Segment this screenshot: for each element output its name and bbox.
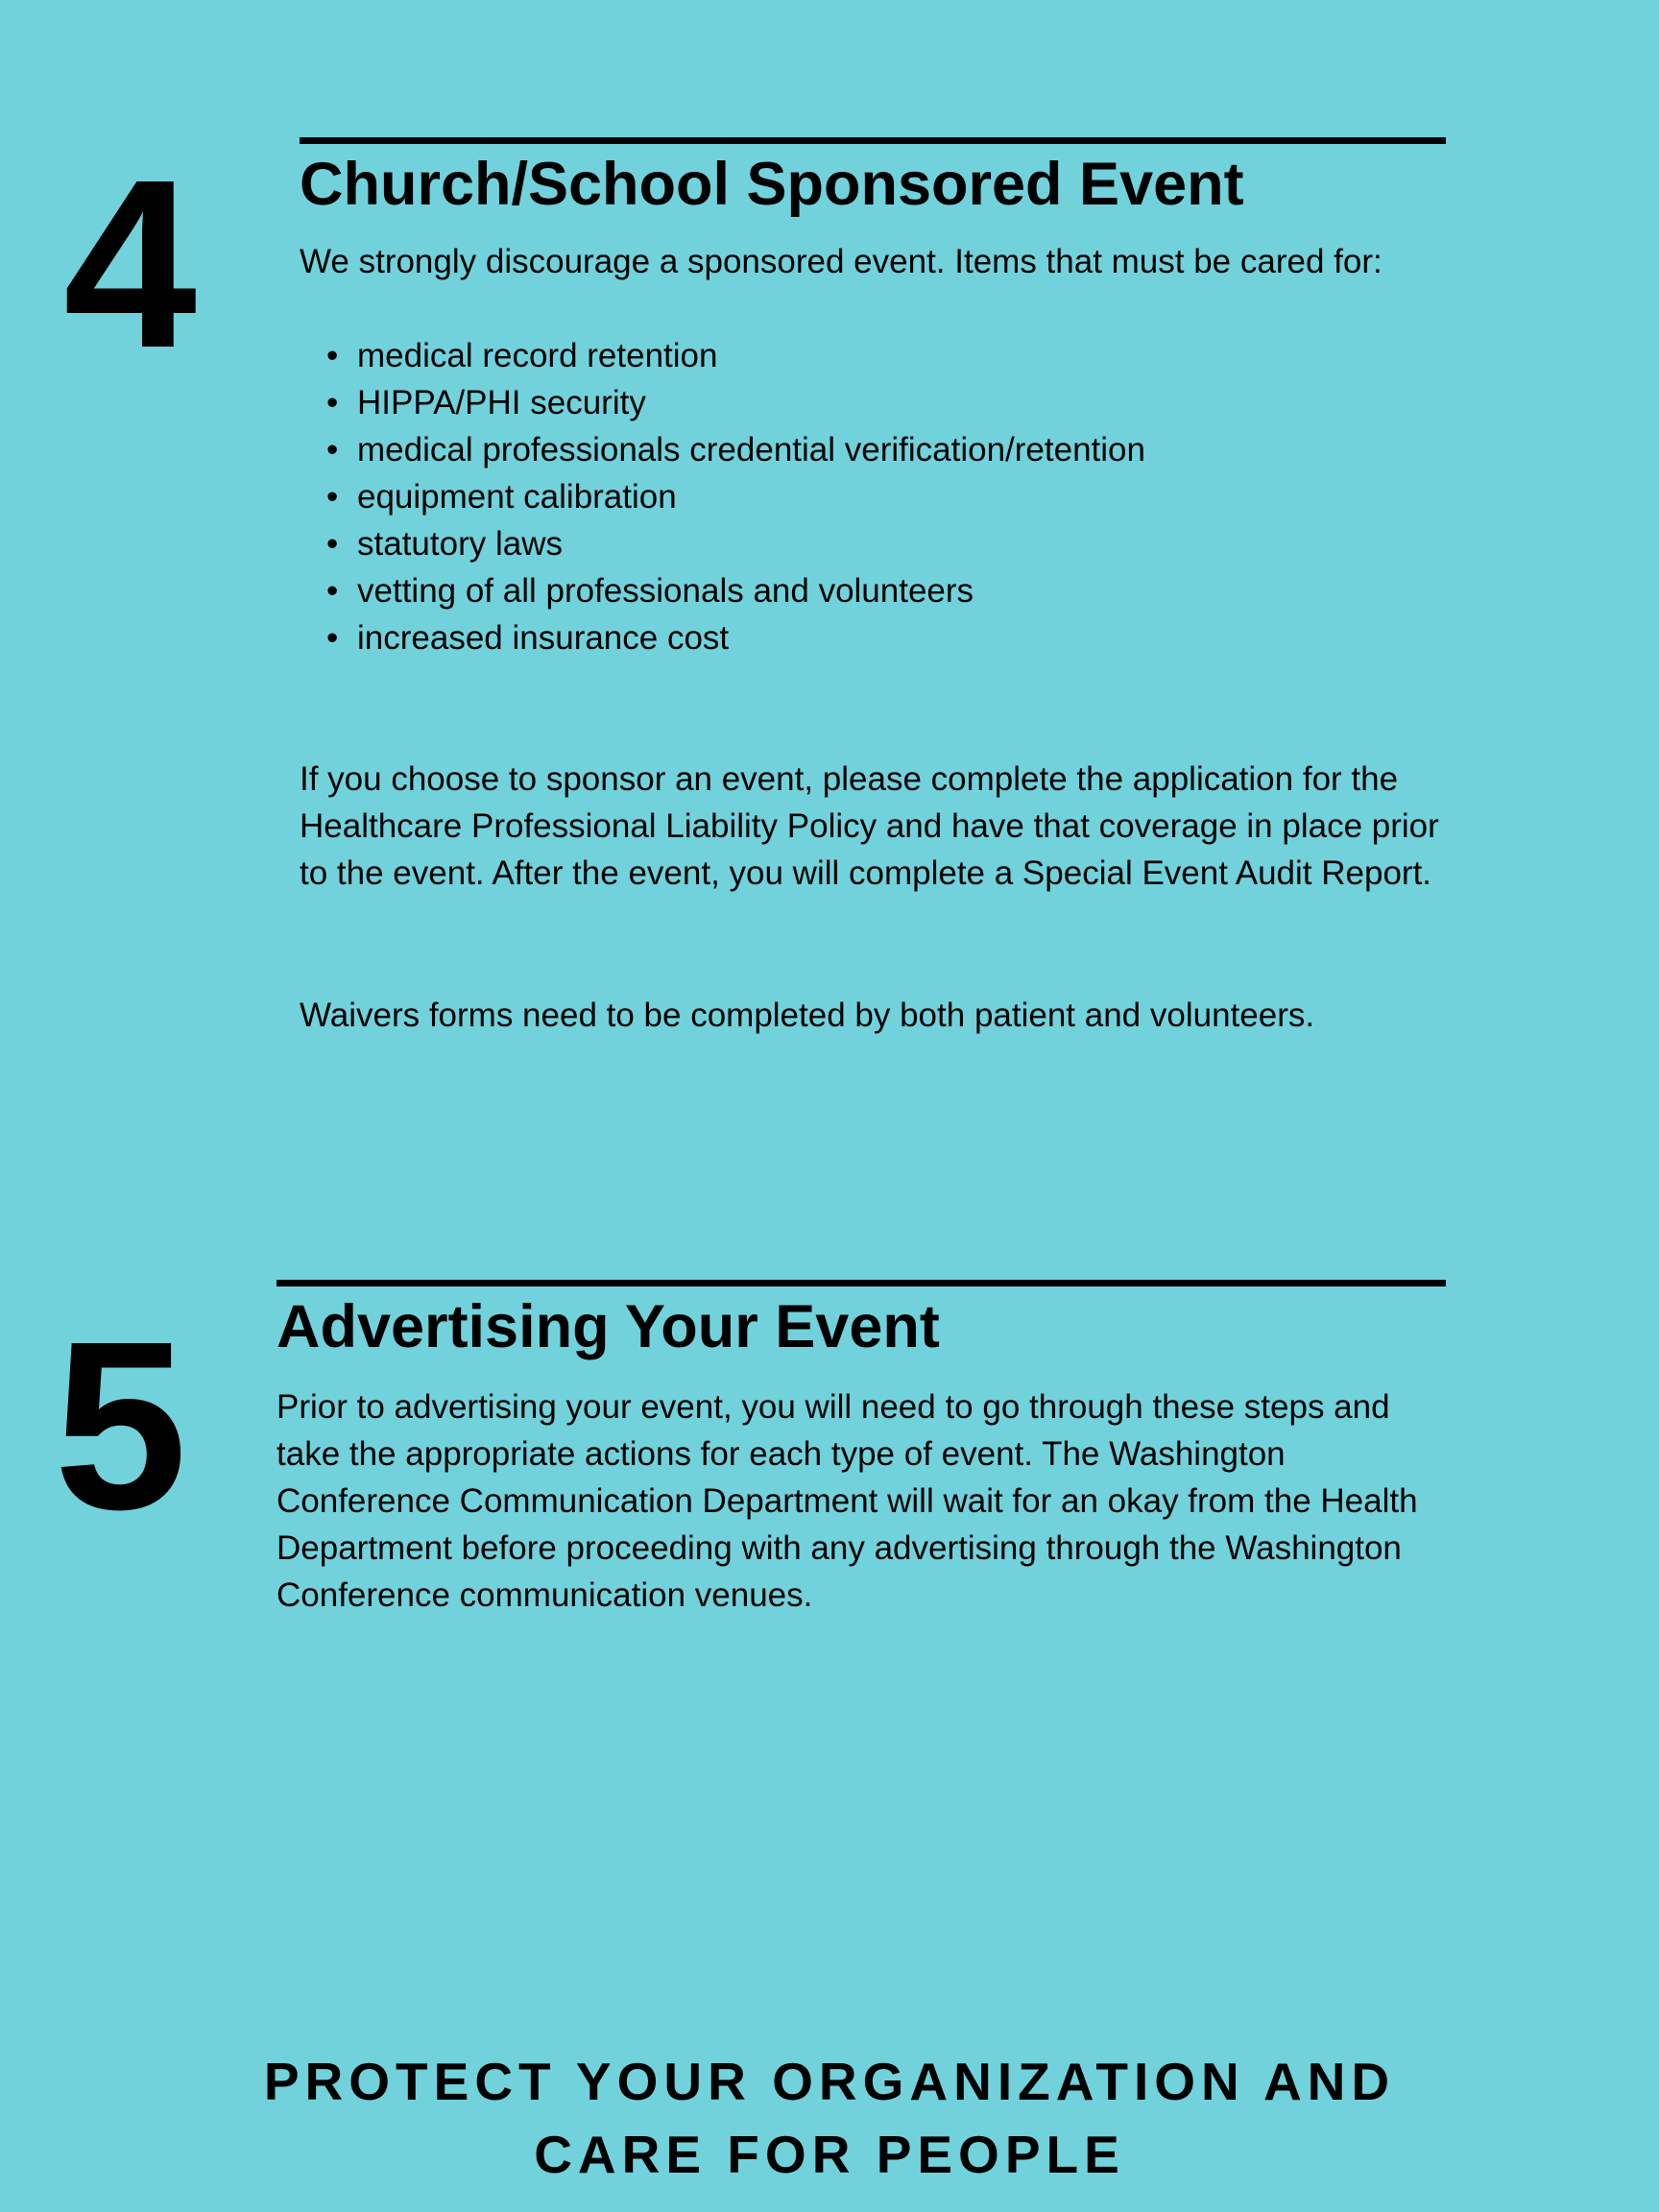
- list-item: [300, 379, 1432, 426]
- bullet-icon: •: [326, 384, 339, 421]
- section-5-divider: [276, 1280, 1446, 1286]
- section-4-sponsor-paragraph: If you choose to sponsor an event, please complete the application for the Healthcare Professional Liability Policy and have that coverage in place prior to the event. After the event, you will complete a Special Event Audit Report.: [300, 760, 1439, 892]
- list-item-text: statutory laws: [357, 525, 563, 563]
- section-5-title: Advertising Your Event: [276, 1293, 940, 1360]
- tagline: [0, 2045, 1659, 2191]
- list-item: [300, 332, 1432, 379]
- bullet-icon: •: [326, 431, 339, 469]
- list-item-text: vetting of all professionals and volunteers: [357, 572, 974, 610]
- section-5-number: 5: [54, 1291, 188, 1559]
- section-4-divider: [300, 137, 1446, 144]
- list-item: [300, 614, 1432, 661]
- list-item-text: increased insurance cost: [357, 619, 730, 657]
- section-4-waiver-paragraph: Waivers forms need to be completed by both patient and volunteers.: [300, 997, 1315, 1034]
- tagline-line-1: PROTECT YOUR ORGANIZATION AND: [263, 2052, 1396, 2111]
- list-item: [300, 473, 1432, 520]
- bullet-icon: •: [326, 572, 339, 610]
- tagline-line-2: CARE FOR PEOPLE: [534, 2125, 1125, 2184]
- section-4-requirements-list: [300, 332, 1432, 661]
- section-4-title: Church/School Sponsored Event: [300, 151, 1244, 218]
- list-item-text: medical record retention: [357, 337, 718, 374]
- section-4-number: 4: [63, 130, 198, 397]
- bullet-icon: •: [326, 619, 339, 657]
- section-4-intro: We strongly discourage a sponsored event. Items that must be cared for:: [300, 243, 1382, 280]
- list-item: [300, 520, 1432, 567]
- list-item-text: medical professionals credential verification/retention: [357, 431, 1145, 469]
- list-item-text: equipment calibration: [357, 478, 677, 516]
- list-item: [300, 426, 1432, 473]
- section-5-paragraph: Prior to advertising your event, you will need to go through these steps and take the appropriate actions for each type of event. The Washington Conference Communication Department will wait for an okay from the Health Department before proceeding with any advertising through the Washington Conference communication venues.: [276, 1388, 1418, 1614]
- list-item: [300, 567, 1432, 614]
- bullet-icon: •: [326, 337, 339, 374]
- bullet-icon: •: [326, 478, 339, 516]
- bullet-icon: •: [326, 525, 339, 563]
- list-item-text: HIPPA/PHI security: [357, 384, 646, 421]
